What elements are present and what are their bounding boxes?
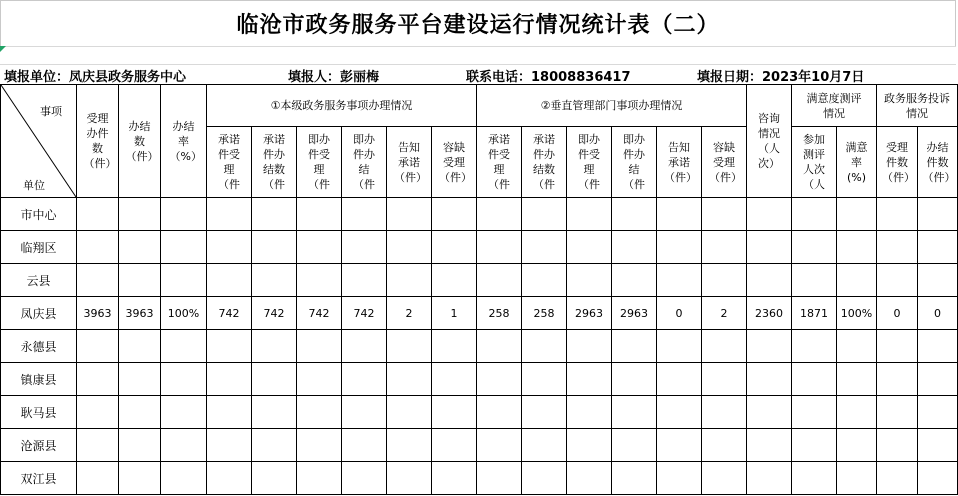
- data-cell[interactable]: [387, 330, 432, 363]
- unit-cell[interactable]: 云县: [1, 264, 77, 297]
- data-cell[interactable]: 0: [877, 297, 918, 330]
- data-cell[interactable]: [837, 231, 877, 264]
- data-cell[interactable]: [432, 363, 477, 396]
- data-cell[interactable]: [252, 462, 297, 495]
- data-cell[interactable]: 2963: [612, 297, 657, 330]
- data-cell[interactable]: [612, 231, 657, 264]
- header-group1[interactable]: ①本级政务服务事项办理情况: [207, 85, 477, 127]
- data-cell[interactable]: [837, 330, 877, 363]
- data-cell[interactable]: 3963: [77, 297, 119, 330]
- data-cell[interactable]: [657, 363, 702, 396]
- data-cell[interactable]: [567, 330, 612, 363]
- data-cell[interactable]: 742: [252, 297, 297, 330]
- data-cell[interactable]: [567, 462, 612, 495]
- data-cell[interactable]: [522, 429, 567, 462]
- data-cell[interactable]: [567, 396, 612, 429]
- table-row: [1, 429, 958, 462]
- data-cell[interactable]: 100%: [837, 297, 877, 330]
- data-cell[interactable]: [252, 363, 297, 396]
- data-cell[interactable]: [657, 429, 702, 462]
- data-cell[interactable]: [918, 396, 958, 429]
- unit-cell[interactable]: 耿马县: [1, 396, 77, 429]
- data-cell[interactable]: [522, 330, 567, 363]
- header-group2[interactable]: ②垂直管理部门事项办理情况: [477, 85, 747, 127]
- data-cell[interactable]: [432, 396, 477, 429]
- data-cell[interactable]: [119, 429, 161, 462]
- table-body: [1, 198, 958, 495]
- data-cell[interactable]: [387, 462, 432, 495]
- page-title: 临沧市政务服务平台建设运行情况统计表（二）: [236, 12, 720, 38]
- data-cell[interactable]: [702, 330, 747, 363]
- data-cell[interactable]: [522, 363, 567, 396]
- data-cell[interactable]: [918, 363, 958, 396]
- data-cell[interactable]: [877, 231, 918, 264]
- data-cell[interactable]: [567, 264, 612, 297]
- data-cell[interactable]: [877, 264, 918, 297]
- table-row: [1, 264, 958, 297]
- data-cell[interactable]: [522, 198, 567, 231]
- data-cell[interactable]: [918, 264, 958, 297]
- data-cell[interactable]: [792, 429, 837, 462]
- data-cell[interactable]: [837, 198, 877, 231]
- header-g1-col[interactable]: 承诺件受理（件: [207, 127, 252, 198]
- data-cell[interactable]: 2: [387, 297, 432, 330]
- data-cell[interactable]: [161, 396, 207, 429]
- header-completed[interactable]: 办结数（件）: [119, 85, 161, 198]
- header-g1-col[interactable]: 告知承诺（件）: [387, 127, 432, 198]
- data-cell[interactable]: [792, 231, 837, 264]
- data-cell[interactable]: [877, 198, 918, 231]
- header-complaint[interactable]: 政务服务投诉情况: [877, 85, 958, 127]
- data-cell[interactable]: [161, 363, 207, 396]
- info-row: [0, 66, 958, 84]
- data-cell[interactable]: [567, 198, 612, 231]
- data-cell[interactable]: [161, 264, 207, 297]
- data-cell[interactable]: [297, 231, 342, 264]
- grid-divider: [0, 64, 956, 65]
- data-cell[interactable]: [918, 462, 958, 495]
- data-cell[interactable]: [77, 363, 119, 396]
- data-cell[interactable]: [702, 396, 747, 429]
- data-cell[interactable]: [342, 462, 387, 495]
- data-cell[interactable]: [522, 396, 567, 429]
- corner-label-item: 事项: [40, 105, 62, 118]
- data-cell[interactable]: [297, 462, 342, 495]
- data-cell[interactable]: [119, 264, 161, 297]
- report-date[interactable]: 填报日期：2023年10月7日: [697, 70, 865, 85]
- data-cell[interactable]: [837, 429, 877, 462]
- unit-cell[interactable]: 镇康县: [1, 363, 77, 396]
- unit-cell[interactable]: 临翔区: [1, 231, 77, 264]
- data-cell[interactable]: [837, 264, 877, 297]
- data-cell[interactable]: 2360: [747, 297, 792, 330]
- header-comp-col[interactable]: 受理件数（件）: [877, 127, 918, 198]
- data-cell[interactable]: [477, 330, 522, 363]
- data-cell[interactable]: [387, 396, 432, 429]
- data-cell[interactable]: [837, 462, 877, 495]
- data-cell[interactable]: [702, 429, 747, 462]
- data-cell[interactable]: [432, 264, 477, 297]
- unit-cell[interactable]: 沧源县: [1, 429, 77, 462]
- data-cell[interactable]: [297, 264, 342, 297]
- data-cell[interactable]: [207, 231, 252, 264]
- data-cell[interactable]: [522, 231, 567, 264]
- data-cell[interactable]: [612, 198, 657, 231]
- data-cell[interactable]: [657, 264, 702, 297]
- data-cell[interactable]: [657, 462, 702, 495]
- data-cell[interactable]: [207, 429, 252, 462]
- statistics-table: [0, 84, 958, 495]
- data-cell[interactable]: [567, 429, 612, 462]
- table-row: [1, 330, 958, 363]
- data-cell[interactable]: 1: [432, 297, 477, 330]
- data-cell[interactable]: [522, 264, 567, 297]
- data-cell[interactable]: [252, 429, 297, 462]
- data-cell[interactable]: [297, 396, 342, 429]
- data-cell[interactable]: [567, 363, 612, 396]
- data-cell[interactable]: [432, 231, 477, 264]
- data-cell[interactable]: [612, 462, 657, 495]
- data-cell[interactable]: [342, 264, 387, 297]
- data-cell[interactable]: [747, 264, 792, 297]
- data-cell[interactable]: [612, 429, 657, 462]
- data-cell[interactable]: [612, 396, 657, 429]
- header-g2-col[interactable]: 承诺件办结数（件: [522, 127, 567, 198]
- header-received[interactable]: 受理办件数（件）: [77, 85, 119, 198]
- data-cell[interactable]: [702, 198, 747, 231]
- data-cell[interactable]: [877, 462, 918, 495]
- data-cell[interactable]: [877, 330, 918, 363]
- cell-comment-marker-icon: [0, 46, 6, 52]
- data-cell[interactable]: [342, 330, 387, 363]
- table-row: [1, 231, 958, 264]
- data-cell[interactable]: [119, 363, 161, 396]
- data-cell[interactable]: [207, 198, 252, 231]
- data-cell[interactable]: [432, 462, 477, 495]
- data-cell[interactable]: [747, 363, 792, 396]
- data-cell[interactable]: 100%: [161, 297, 207, 330]
- header-consult[interactable]: 咨询情况（人次）: [747, 85, 792, 198]
- data-cell[interactable]: [387, 429, 432, 462]
- data-cell[interactable]: [657, 330, 702, 363]
- data-cell[interactable]: [612, 264, 657, 297]
- data-cell[interactable]: [747, 429, 792, 462]
- data-cell[interactable]: [207, 462, 252, 495]
- data-cell[interactable]: [342, 396, 387, 429]
- data-cell[interactable]: [567, 231, 612, 264]
- data-cell[interactable]: [161, 462, 207, 495]
- grid-divider: [0, 46, 956, 47]
- data-cell[interactable]: [387, 198, 432, 231]
- header-g1-col[interactable]: 即办件受理（件: [297, 127, 342, 198]
- data-cell[interactable]: [77, 330, 119, 363]
- data-cell[interactable]: [119, 198, 161, 231]
- report-unit[interactable]: 填报单位：凤庆县政务服务中心: [4, 70, 187, 85]
- data-cell[interactable]: [77, 264, 119, 297]
- data-cell[interactable]: [387, 363, 432, 396]
- data-cell[interactable]: [161, 198, 207, 231]
- data-cell[interactable]: [918, 198, 958, 231]
- data-cell[interactable]: 742: [207, 297, 252, 330]
- data-cell[interactable]: [612, 330, 657, 363]
- data-cell[interactable]: [477, 429, 522, 462]
- data-cell[interactable]: [161, 330, 207, 363]
- data-cell[interactable]: [792, 396, 837, 429]
- data-cell[interactable]: [77, 396, 119, 429]
- data-cell[interactable]: [837, 363, 877, 396]
- data-cell[interactable]: 258: [522, 297, 567, 330]
- data-cell[interactable]: [657, 231, 702, 264]
- unit-cell[interactable]: 双江县: [1, 462, 77, 495]
- data-cell[interactable]: [342, 429, 387, 462]
- data-cell[interactable]: [207, 330, 252, 363]
- data-cell[interactable]: [161, 231, 207, 264]
- data-cell[interactable]: [702, 231, 747, 264]
- header-g1-col[interactable]: 容缺受理（件）: [432, 127, 477, 198]
- data-cell[interactable]: [297, 429, 342, 462]
- data-cell[interactable]: [297, 363, 342, 396]
- table-row: [1, 363, 958, 396]
- data-cell[interactable]: 0: [657, 297, 702, 330]
- header-g2-col[interactable]: 容缺受理（件）: [702, 127, 747, 198]
- data-cell[interactable]: [297, 330, 342, 363]
- data-cell[interactable]: [119, 231, 161, 264]
- data-cell[interactable]: [792, 198, 837, 231]
- data-cell[interactable]: [297, 198, 342, 231]
- data-cell[interactable]: [387, 231, 432, 264]
- data-cell[interactable]: [477, 462, 522, 495]
- data-cell[interactable]: [657, 198, 702, 231]
- data-cell[interactable]: 742: [342, 297, 387, 330]
- data-cell[interactable]: [522, 462, 567, 495]
- data-cell[interactable]: [918, 330, 958, 363]
- header-g1-col[interactable]: 即办件办结（件: [342, 127, 387, 198]
- data-cell[interactable]: [877, 363, 918, 396]
- table-row: [1, 462, 958, 495]
- data-cell[interactable]: [432, 198, 477, 231]
- data-cell[interactable]: [792, 363, 837, 396]
- data-cell[interactable]: [77, 429, 119, 462]
- data-cell[interactable]: [119, 462, 161, 495]
- data-cell[interactable]: [252, 198, 297, 231]
- data-cell[interactable]: [877, 429, 918, 462]
- data-cell[interactable]: 0: [918, 297, 958, 330]
- table-row: [1, 396, 958, 429]
- data-cell[interactable]: [342, 198, 387, 231]
- unit-cell[interactable]: 永德县: [1, 330, 77, 363]
- header-corner-cell[interactable]: [1, 85, 77, 198]
- data-cell[interactable]: [161, 429, 207, 462]
- data-cell[interactable]: [477, 264, 522, 297]
- data-cell[interactable]: [702, 462, 747, 495]
- data-cell[interactable]: [657, 396, 702, 429]
- data-cell[interactable]: [342, 363, 387, 396]
- header-g2-col[interactable]: 告知承诺（件）: [657, 127, 702, 198]
- data-cell[interactable]: [207, 363, 252, 396]
- data-cell[interactable]: [837, 396, 877, 429]
- data-cell[interactable]: [387, 264, 432, 297]
- data-cell[interactable]: [207, 396, 252, 429]
- data-cell[interactable]: [792, 330, 837, 363]
- data-cell[interactable]: [252, 264, 297, 297]
- data-cell[interactable]: [252, 396, 297, 429]
- header-g2-col[interactable]: 即办件受理（件: [567, 127, 612, 198]
- data-cell[interactable]: [477, 363, 522, 396]
- header-satisfaction[interactable]: 满意度测评情况: [792, 85, 877, 127]
- data-cell[interactable]: [747, 330, 792, 363]
- corner-label-unit: 单位: [23, 179, 45, 192]
- data-cell[interactable]: 742: [297, 297, 342, 330]
- data-cell[interactable]: [432, 429, 477, 462]
- data-cell[interactable]: [747, 198, 792, 231]
- data-cell[interactable]: 258: [477, 297, 522, 330]
- data-cell[interactable]: [252, 330, 297, 363]
- header-sat-col[interactable]: 满意率(%): [837, 127, 877, 198]
- title-cell[interactable]: [0, 0, 956, 46]
- data-cell[interactable]: [477, 396, 522, 429]
- data-cell[interactable]: [792, 264, 837, 297]
- data-cell[interactable]: [918, 231, 958, 264]
- header-g1-col[interactable]: 承诺件办结数（件: [252, 127, 297, 198]
- header-sat-col[interactable]: 参加测评人次（人: [792, 127, 837, 198]
- data-cell[interactable]: [702, 363, 747, 396]
- table-row: [1, 198, 958, 231]
- data-cell[interactable]: [77, 198, 119, 231]
- data-cell[interactable]: [918, 429, 958, 462]
- unit-cell[interactable]: 市中心: [1, 198, 77, 231]
- data-cell[interactable]: [342, 231, 387, 264]
- data-cell[interactable]: 3963: [119, 297, 161, 330]
- unit-cell[interactable]: 凤庆县: [1, 297, 77, 330]
- data-cell[interactable]: [477, 198, 522, 231]
- data-cell[interactable]: [119, 330, 161, 363]
- data-cell[interactable]: [77, 231, 119, 264]
- data-cell[interactable]: [252, 231, 297, 264]
- data-cell[interactable]: 2: [702, 297, 747, 330]
- data-cell[interactable]: [702, 264, 747, 297]
- table-row: [1, 297, 958, 330]
- data-cell[interactable]: [747, 462, 792, 495]
- data-cell[interactable]: [119, 396, 161, 429]
- data-cell[interactable]: 2963: [567, 297, 612, 330]
- data-cell[interactable]: [207, 264, 252, 297]
- header-g2-col[interactable]: 承诺件受理（件: [477, 127, 522, 198]
- header-rate[interactable]: 办结率（%）: [161, 85, 207, 198]
- data-cell[interactable]: 1871: [792, 297, 837, 330]
- report-phone[interactable]: 联系电话：18008836417: [466, 70, 631, 85]
- header-g2-col[interactable]: 即办件办结（件: [612, 127, 657, 198]
- data-cell[interactable]: [432, 330, 477, 363]
- data-cell[interactable]: [77, 462, 119, 495]
- report-person[interactable]: 填报人：彭丽梅: [288, 70, 380, 85]
- data-cell[interactable]: [612, 363, 657, 396]
- data-cell[interactable]: [792, 462, 837, 495]
- data-cell[interactable]: [877, 396, 918, 429]
- data-cell[interactable]: [747, 396, 792, 429]
- data-cell[interactable]: [477, 231, 522, 264]
- header-comp-col[interactable]: 办结件数（件）: [918, 127, 958, 198]
- data-cell[interactable]: [747, 231, 792, 264]
